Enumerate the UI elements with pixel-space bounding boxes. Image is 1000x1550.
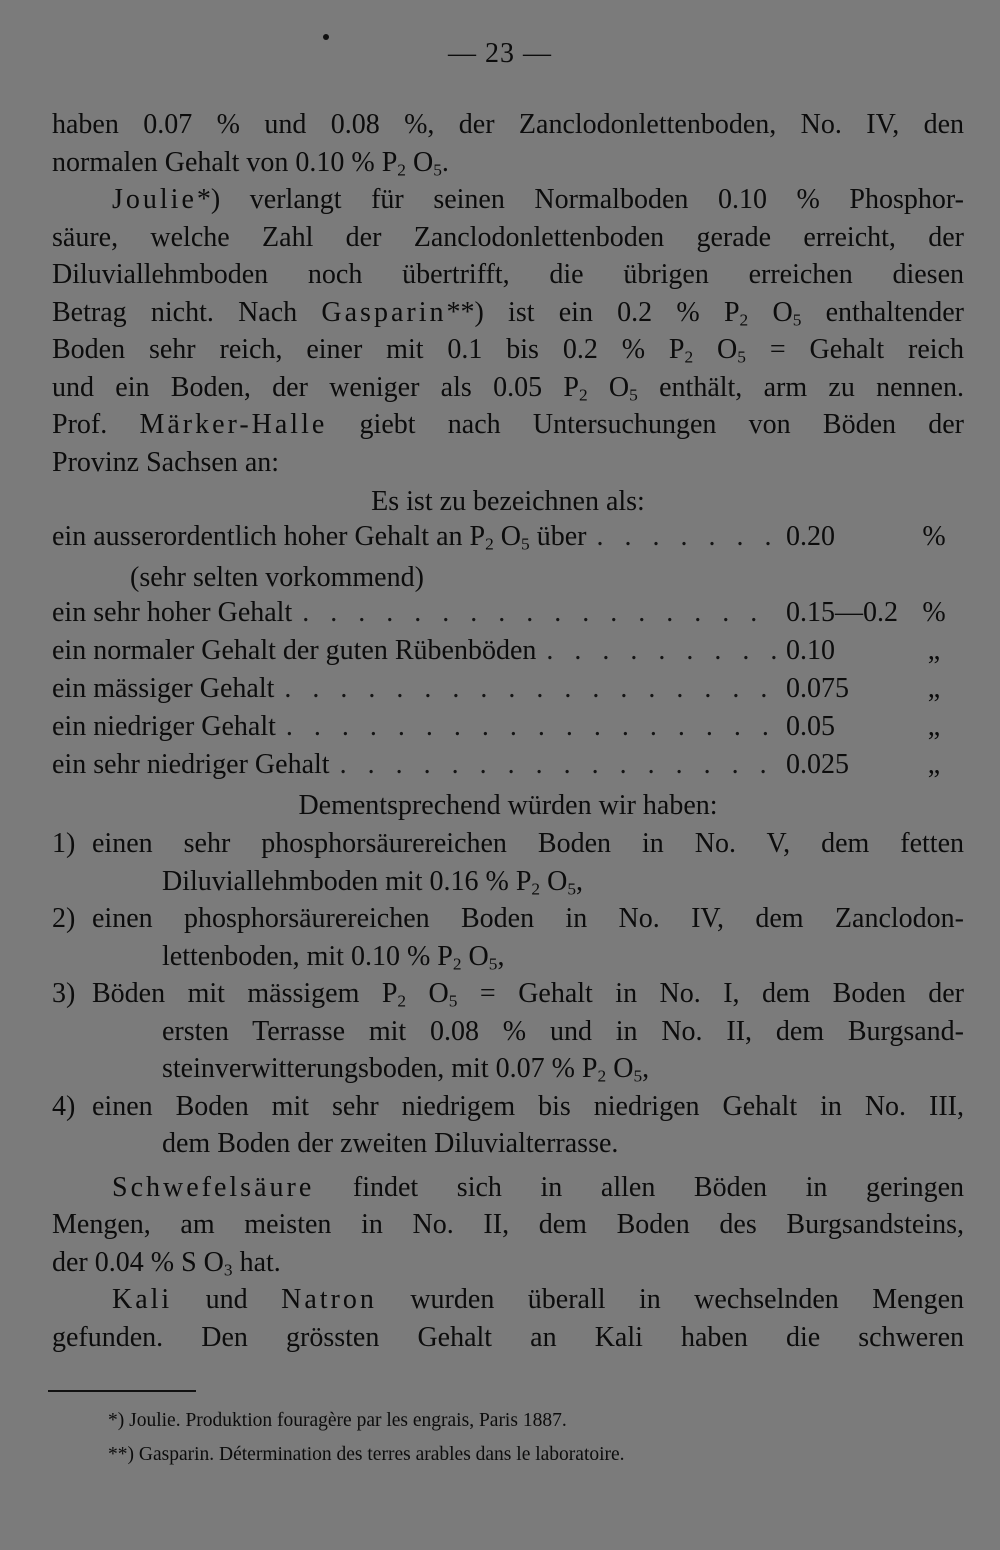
classification-value: 0.20 xyxy=(786,521,835,552)
classification-value: 0.15—0.2 xyxy=(786,597,898,628)
footnote-rule xyxy=(48,1390,196,1392)
leader-dots xyxy=(546,635,778,667)
classification-label: ein niedriger Gehalt xyxy=(52,711,276,742)
joulie-line-2: säure, welche Zahl der Zanclodonlettenboden gerade erreicht, der xyxy=(52,221,964,253)
joulie-line-7: Prof. Märker-Halle giebt nach Untersuchungen von Böden der xyxy=(52,409,964,440)
classification-table xyxy=(52,483,964,787)
list-number: 1) xyxy=(52,828,76,859)
footnotes xyxy=(108,1404,968,1472)
leader-dots xyxy=(284,673,778,705)
list-line: Böden mit mässigem $P_2$ $O_5$ = Gehalt in No. I, dem Boden der xyxy=(92,978,964,1011)
classification-label: ein mässiger Gehalt xyxy=(52,673,275,704)
classification-value: 0.025 xyxy=(786,749,849,780)
footnote: **) Gasparin. Détermination des terres arables dans le laboratoire. xyxy=(108,1444,625,1465)
joulie-line-1: Joulie*) verlangt für seinen Normalboden 0.10 % Phosphor- xyxy=(112,184,964,215)
classification-unit: % xyxy=(922,597,946,628)
classification-value: 0.05 xyxy=(786,711,835,742)
classification-label: ein ausserordentlich hoher Gehalt an $P_2$ $O_5$ über xyxy=(52,521,587,554)
author-joulie: Joulie xyxy=(112,184,197,215)
author-maerker: Märker-Halle xyxy=(139,409,328,440)
author-gasparin: Gasparin xyxy=(321,296,447,328)
list-line: einen phosphorsäurereichen Boden in No. IV, dem Zanclodon- xyxy=(92,903,964,934)
term-schwefelsaeure: Schwefelsäure xyxy=(112,1171,315,1203)
classification-row xyxy=(52,521,964,559)
footnote: *) Joulie. Produktion fouragère par les engrais, Paris 1887. xyxy=(108,1410,567,1431)
classification-label: ein normaler Gehalt der guten Rübenböden xyxy=(52,635,537,666)
conclusion-heading: Dementsprechend würden wir haben: xyxy=(298,790,718,821)
joulie-line-5: Boden sehr reich, einer mit 0.1 bis 0.2 % $P_2$ $O_5$ = Gehalt reich xyxy=(52,334,964,367)
term-kali: Kali xyxy=(112,1284,173,1315)
list-line: dem Boden der zweiten Diluvialterrasse. xyxy=(162,1128,619,1159)
classification-heading: Es ist zu bezeichnen als: xyxy=(371,486,645,517)
classification-row xyxy=(52,597,964,635)
list-line: einen Boden mit sehr niedrigem bis niedrigen Gehalt in No. III, xyxy=(92,1090,964,1122)
list-line: ersten Terrasse mit 0.08 % und in No. II, dem Burgsand- xyxy=(162,1015,964,1047)
classification-row xyxy=(52,711,964,749)
classification-row xyxy=(52,635,964,673)
kali-line-2: gefunden. Den grössten Gehalt an Kali haben die schweren xyxy=(52,1321,964,1353)
kali-line-1: Kali und Natron wurden überall in wechselnden Mengen xyxy=(112,1284,964,1315)
leader-dots xyxy=(340,749,778,781)
list-line: lettenboden, mit 0.10 % $P_2$ $O_5$, xyxy=(162,940,505,973)
intro-line-2: normalen Gehalt von 0.10 % $P_2$ $O_5$. xyxy=(52,146,449,179)
leader-dots xyxy=(596,521,778,553)
list-item xyxy=(52,825,964,900)
page-body xyxy=(52,106,964,1356)
intro-line-1: haben 0.07 % und 0.08 %, der Zanclodonlettenboden, No. IV, den xyxy=(52,109,964,140)
joulie-line-8: Provinz Sachsen an: xyxy=(52,446,280,478)
classification-unit: % xyxy=(922,521,946,552)
sulfur-line-2: Mengen, am meisten in No. II, dem Boden des Burgsandsteins, xyxy=(52,1209,964,1240)
joulie-line-3: Diluviallehmboden noch übertrifft, die übrigen erreichen diesen xyxy=(52,259,964,290)
classification-row xyxy=(52,673,964,711)
classification-label: ein sehr niedriger Gehalt xyxy=(52,749,330,780)
list-item xyxy=(52,975,964,1088)
classification-note: (sehr selten vorkommend) xyxy=(130,562,424,593)
classification-value: 0.075 xyxy=(786,673,849,704)
list-line: Diluviallehmboden mit 0.16 % $P_2$ $O_5$, xyxy=(162,865,584,898)
classification-unit: „ xyxy=(927,635,941,666)
classification-row xyxy=(52,749,964,787)
leader-dots xyxy=(302,597,778,629)
list-item xyxy=(52,1088,964,1163)
list-item xyxy=(52,900,964,975)
joulie-line-4: Betrag nicht. Nach Gasparin**) ist ein 0.2 % $P_2$ $O_5$ enthaltender xyxy=(52,296,964,329)
classification-unit: „ xyxy=(927,673,941,704)
classification-label: ein sehr hoher Gehalt xyxy=(52,597,293,628)
sulfur-line-1: Schwefelsäure findet sich in allen Böden in geringen xyxy=(112,1171,964,1203)
classification-value: 0.10 xyxy=(786,635,835,666)
classification-unit: „ xyxy=(927,711,941,742)
page-number: — 23 — xyxy=(448,38,552,69)
list-line: einen sehr phosphorsäurereichen Boden in No. V, dem fetten xyxy=(92,828,964,859)
list-number: 4) xyxy=(52,1090,76,1122)
term-natron: Natron xyxy=(281,1284,377,1315)
list-number: 2) xyxy=(52,903,76,934)
list-number: 3) xyxy=(52,978,76,1009)
sulfur-line-3: der 0.04 % S $O_3$ hat. xyxy=(52,1246,281,1279)
leader-dots xyxy=(286,711,778,743)
joulie-line-6: und ein Boden, der weniger als 0.05 $P_2$ $O_5$ enthält, arm zu nennen. xyxy=(52,371,964,404)
classification-unit: „ xyxy=(927,749,941,780)
list-line: steinverwitterungsboden, mit 0.07 % $P_2$ $O_5$, xyxy=(162,1053,650,1086)
